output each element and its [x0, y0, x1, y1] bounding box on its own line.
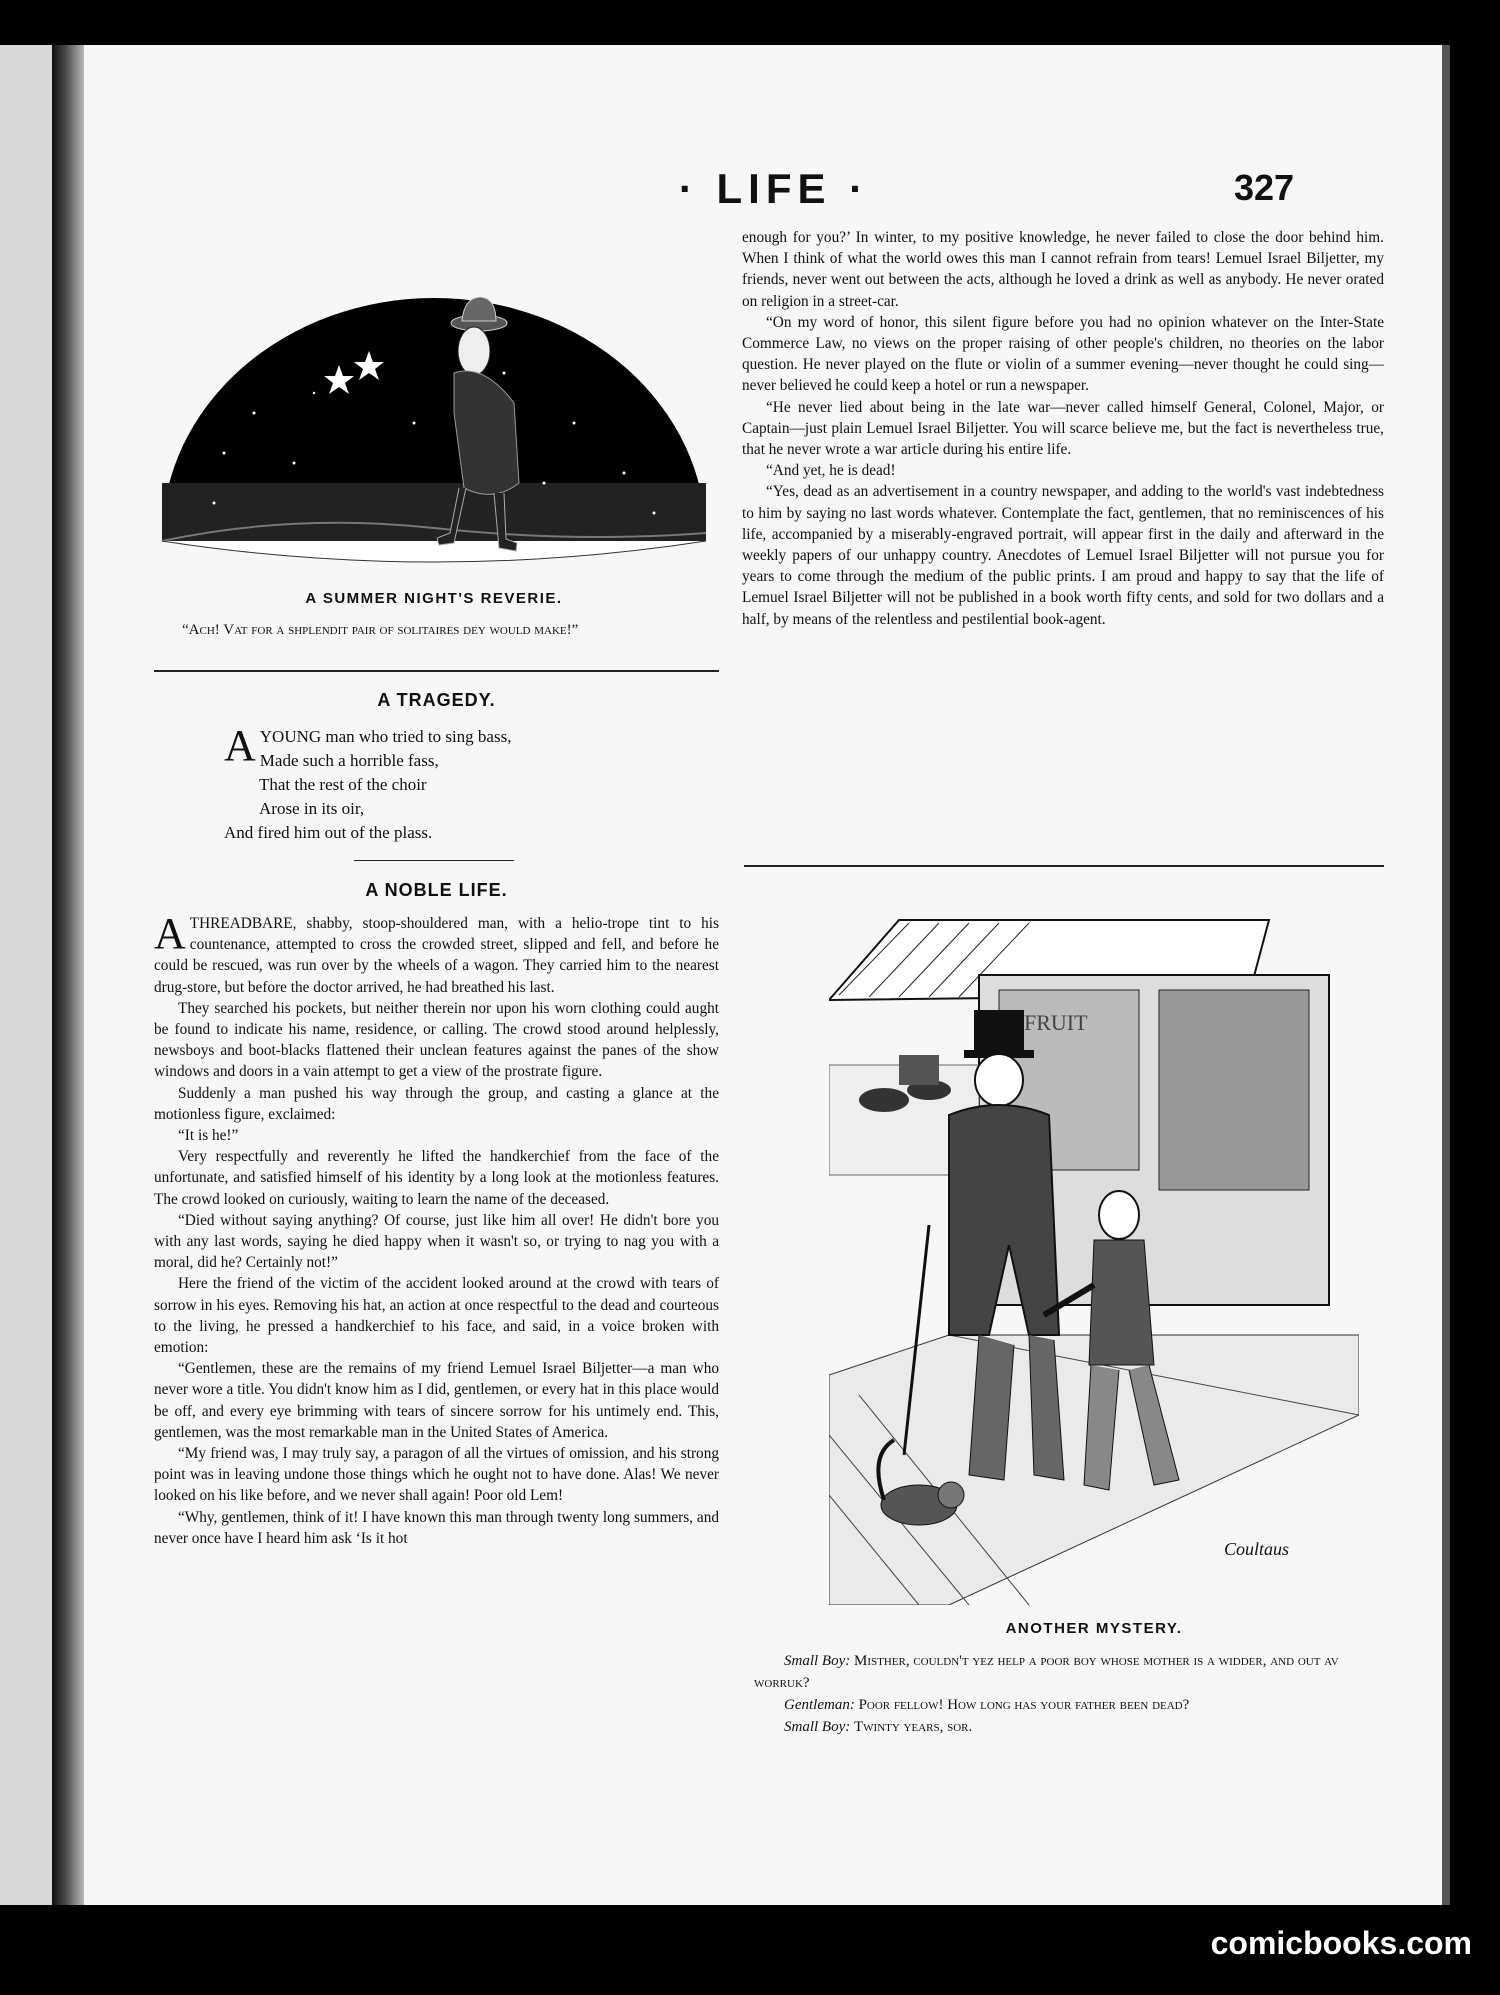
dialogue-text: Poor fellow! How long has your father been dead?	[858, 1697, 1190, 1713]
paragraph: Very respectfully and reverently he lifted the handkerchief from the face of the unfortunate, and satisfied himself of his identity by a long look at the motionless features. The crowd looked on curiously, waiting to learn the name of the deceased.	[154, 1148, 719, 1208]
paragraph: “And yet, he is dead!	[766, 462, 896, 480]
paragraph: “Gentlemen, these are the remains of my friend Lemuel Israel Biljetter—a man who never wore a title. You didn't know him as I did, gentlemen, or every hat in this place would be off, and every eye brimming with tears of sincere sorrow for his untimely end. This, gentlemen, was the most remarkable man in the United States of America.	[154, 1360, 719, 1441]
paragraph: “Died without saying anything? Of course, just like him all over! He didn't bore you with any last words, saying he died happy when it wasn't so, or trying to nag you with a moral, did he? Certainly not!”	[154, 1211, 719, 1272]
speaker-label: Small Boy:	[784, 1719, 851, 1735]
illustration-2-caption	[754, 1650, 1384, 1738]
dialogue-line	[754, 1694, 1384, 1716]
magazine-page	[84, 45, 1442, 1905]
dialogue-line	[754, 1716, 1384, 1738]
poem-line: Arose in its oir,	[259, 799, 365, 818]
illustration-1-title: A SUMMER NIGHT'S REVERIE.	[305, 590, 563, 607]
page-right-edge	[1442, 45, 1450, 1905]
poem-line: And fired him out of the plass.	[224, 823, 433, 842]
short-divider	[354, 860, 514, 861]
tragedy-poem	[224, 721, 684, 845]
dialogue-text: Twinty years, sor.	[853, 1719, 973, 1735]
facing-page-edge	[0, 45, 52, 1905]
illustration-2-title: ANOTHER MYSTERY.	[1005, 1620, 1183, 1637]
site-watermark: comicbooks.com	[1210, 1925, 1472, 1961]
tragedy-dropcap: A	[224, 721, 256, 770]
noble-life-title: A NOBLE LIFE.	[365, 880, 508, 900]
section-divider	[744, 865, 1384, 867]
page-number: 327	[1234, 167, 1295, 208]
paragraph: enough for you?’ In winter, to my positive knowledge, he never failed to close the door behind him. When I think of what the world owes this man I cannot refrain from tears! Lemuel Israel Biljetter, my friends, never went out between the acts, although he loved a drink as well as anybody. He never orated on religion in a street-car.	[742, 229, 1384, 310]
shop-sign-text: FRUIT	[1024, 1010, 1088, 1035]
speaker-label: Gentleman:	[784, 1697, 855, 1713]
summer-night-illustration	[154, 283, 714, 583]
paragraph: “On my word of honor, this silent figure before you had no opinion whatever on the Inter-State Commerce Law, no views on the proper raising of other people's children, no theories on the labor question. He never played on the flute or violin of a summer evening—never thought he could sing—never believed he could keep a hotel or run a newspaper.	[742, 313, 1384, 395]
dialogue-line	[754, 1650, 1384, 1694]
artist-signature: Coultaus	[1224, 1539, 1290, 1559]
masthead: · LIFE ·	[678, 165, 870, 212]
noble-life-dropcap: A	[154, 909, 186, 958]
paragraph: Suddenly a man pushed his way through the group, and casting a glance at the motionless figure, exclaimed:	[154, 1084, 719, 1123]
paragraph: THREADBARE, shabby, stoop-shouldered man, with a helio-trope tint to his countenance, attempted to cross the crowded street, slipped and fell, and before he could be rescued, was run over by the wheels of a wagon. They carried him to the nearest drug-store, but before the doctor arrived, he had breathed his last.	[154, 915, 719, 996]
section-divider	[154, 670, 719, 672]
poem-line: Made such a horrible fass,	[259, 751, 439, 770]
street-scene-illustration	[829, 915, 1359, 1605]
page-gutter	[52, 45, 84, 1905]
speaker-label: Small Boy:	[784, 1653, 851, 1669]
paragraph: “Why, gentlemen, think of it! I have known this man through twenty long summers, and never once have I heard him ask ‘Is it hot	[154, 1508, 719, 1547]
illustration-1-caption: “Ach! Vat for a shplendit pair of solitaires dey would make!”	[182, 622, 579, 638]
paragraph: “Yes, dead as an advertisement in a country newspaper, and adding to the world's vast indebtedness to him by saying no last words whatever. Contemplate the fact, gentlemen, that no reminiscences of his life, accompanied by a miserably-engraved portrait, will appear first in the daily and afterward in the weekly papers of our unhappy country. Anecdotes of Lemuel Israel Biljetter will not pursue you for years to come through the medium of the public prints. I am proud and happy to say that the life of Lemuel Israel Biljetter will not be published in a book worth fifty cents, and sold for two dollars and a half, by means of the relentless and pestilential book-agent.	[742, 483, 1384, 628]
paragraph: “My friend was, I may truly say, a paragon of all the virtues of omission, and his strong point was in leaving undone those things which he ought not to have done. Alas! We never looked on his like before, and we never shall again! Poor old Lem!	[154, 1445, 719, 1505]
noble-life-right-column	[742, 227, 1384, 630]
paragraph: “It is he!”	[178, 1127, 239, 1145]
paragraph: They searched his pockets, but neither therein nor upon his worn clothing could aught be found to indicate his name, residence, or calling. The crowd stood around helplessly, newsboys and boot-blacks flattened their unclean features against the panes of the show windows and doors in a vain attempt to get a view of the prostrate figure.	[154, 999, 719, 1081]
poem-line: That the rest of the choir	[259, 775, 427, 794]
paragraph: Here the friend of the victim of the accident looked around at the crowd with tears of sorrow in his eyes. Removing his hat, an action at once respectful to the dead and courteous to the living, he pressed a handkerchief to his face, and said, in a voice broken with emotion:	[154, 1275, 719, 1357]
tragedy-title: A TRAGEDY.	[377, 690, 496, 710]
poem-line: YOUNG man who tried to sing bass,	[259, 727, 512, 746]
noble-life-left-column	[154, 909, 719, 1549]
paragraph: “He never lied about being in the late war—never called himself General, Colonel, Major, or Captain—just plain Lemuel Israel Biljetter. You will scarce believe me, but the fact is nevertheless true, that he never wrote a war article during his entire life.	[742, 398, 1384, 459]
dialogue-text: Misther, couldn't yez help a poor boy whose mother is a widder, and out av worruk?	[754, 1653, 1339, 1691]
